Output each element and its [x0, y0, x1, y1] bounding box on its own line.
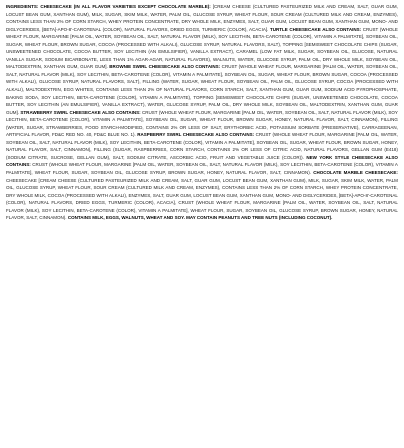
chocolate-marble-heading: CHOCOLATE MARBLE CHEESECAKE: [313, 171, 398, 177]
turtle-ingredients: CRUST (WHOLE WHEAT FLOUR, MARGARINE [PALM OIL, WATER, SOYBEAN OIL, SALT, NATURAL FLAVOR (MILK), SOY LECITHIN, BETA-CAROTENE (COLOR), VITAMIN A PALMITATE], SOYBEAN OIL, SUGAR, WHEAT FLOUR, BROWN SUGAR, COCOA (PROCESSED WITH ALKALI), GLUCOSE SYRUP, NATURAL FLAVORS, SALT), TOPPING [SEMISWEET CHOCOLATE CHIPS (SUGAR, UNSWEETENED CHOCOLATE, COCOA BUTTER, SOY LECITHIN (AN EMULSIFIER), VANILLA EXTRACT), CARAMEL (LOW FAT MILK, SUGAR, SOYBEAN OIL, GLUCOSE, NATURAL VANILLA SUGAR, SODIUM BICARBONATE, LESS THAN 1% AGAR-AGAR, NATURAL FLAVORS), WALNUTS, WATER, GLUCOSE SYRUP, PALM OIL, DRY WHOLE MILK, SOYBEAN OIL, MALTODEXTRIN, XANTHAN GUM, GUAR GUM]. [6, 27, 398, 71]
allergen-statement: CONTAINS MILK, EGGS, WALNUTS, WHEAT AND SOY. MAY CONTAIN PEANUTS AND TREE NUTS (INCLUDING COCONUT). [67, 216, 333, 222]
base-cheesecake-ingredients: [CREAM CHEESE (CULTURED PASTEURIZED MILK AND CREAM, SALT, GUAR GUM, LOCUST BEAN GUM, XANTHAN GUM), MILK, SUGAR, SKIM MILK, WATER, PALM OIL, GLUCOSE SYRUP, WHEAT FLOUR, SOUR CREAM (CULTURED MILK AND CREAM, ENZYMES), CONTAINS LESS THAN 2% OF CORN STARCH, WHEY PROTEIN CONCENTRATE, DRY WHOLE MILK, ENZYMES, SALT, GUAR GUM, LOCUST BEAN GUM, XANTHAN GUM, MONO- AND DIGLYCERIDES, [BETA]-APO-8'-CAROTENAL (COLOR), NATURAL FLAVORS, DRIED EGGS, TURMERIC (COLOR), ACACIA]. [6, 5, 398, 33]
brownie-swirl-heading: BROWNIE SWIRL CHEESECAKE ALSO CONTAINS: [109, 65, 222, 71]
raspberry-swirl-ingredients: CRUST (WHOLE WHEAT FLOUR, MARGARINE [PALM OIL, WATER, SOYBEAN OIL, SALT, NATURAL FLAVOR (MILK), SOY LECITHIN, BETA-CAROTENE (COLOR), VITAMIN A PALMITATE], SOYBEAN OIL, SUGAR, WHEAT FLOUR, BROWN SUGAR, HONEY, NATURAL FLAVOR, SALT, CINNAMON), FILLING (SUGAR, RASPBERRIES, CORN STARCH, CONTAINS 2% OR LESS OF CITRIC ACID, NATURAL FLAVORS, GELLAN GUM (E418) (SODIUM CITRATE, SUCROSE, GELLAN GUM), SALT, SODIUM CITRATE, ASCORBIC ACID, FRUIT AND VEGETABLE JUICE (COLOR)). [6, 133, 398, 161]
new-york-style-heading: NEW YORK STYLE CHEESECAKE ALSO CONTAINS: [6, 155, 398, 169]
strawberry-swirl-ingredients: CRUST (WHOLE WHEAT FLOUR, MARGARINE [PALM OIL, WATER, SOYBEAN OIL, SALT, NATURAL FLAVOR (MILK), SOY LECITHIN, BETA-CAROTENE (COLOR), VITAMIN A PALMITATE], SOYBEAN OIL, SUGAR, WHEAT FLOUR, BROWN SUGAR, HONEY, NATURAL FLAVOR, SALT, CINNAMON), FILLING (WATER, SUGAR, STRAWBERRIES, FOOD STARCH-MODIFIED, CONTAINS 2% OR LESS OF SALT, ERYTHORBIC ACID, POTASSIUM SORBATE (PRESERVATIVE), CARRAGEENAN, ARTIFICIAL FLAVOR, FD&C RED NO. 40, FD&C BLUE NO. 1). [6, 110, 398, 139]
ingredients-heading: INGREDIENTS: CHEESECAKE (IN ALL FLAVOR VARIETIES EXCEPT CHOCOLATE MARBLE): [6, 5, 213, 10]
brownie-swirl-ingredients: CRUST (WHOLE WHEAT FLOUR, MARGARINE [PALM OIL, WATER, SOYBEAN OIL, SALT, NATURAL FLAVOR (MILK), SOY LECITHIN, BETA-CAROTENE (COLOR), VITAMIN A PALMITATE], SOYBEAN OIL, SUGAR, WHEAT FLOUR, BROWN SUGAR, COCOA (PROCESSED WITH ALKALI), GLUCOSE SYRUP, NATURAL FLAVORS, SALT), FILLING (WATER, SUGAR, WHEAT FLOUR, SOYBEAN OIL, PALM OIL, GLUCOSE SYRUP, COCOA (PROCESSED WITH ALKALI), MALTODEXTRIN, EGG WHITES, CONTAINS LESS THAN 2% OF NATURAL FLAVORS, CORN STARCH, SALT, XANTHAN GUM, GUAR GUM, SODIUM ACID PYROPHOSPHATE, BAKING SODA, SOY LECITHIN, BETA-CAROTENE (COLOR), VITAMIN A PALMITATE), TOPPING [SEMISWEET CHOCOLATE CHIPS (SUGAR, UNSWEETENED CHOCOLATE, COCOA BUTTER, SOY LECITHIN (AN EMULSIFIER), VANILLA EXTRACT), WATER, GLUCOSE SYRUP, PALM OIL, DRY WHOLE MILK, SOYBEAN OIL, MALTODEXTRIN, XANTHAN GUM, GUAR GUM]. [6, 65, 398, 116]
strawberry-swirl-heading: STRAWBERRY SWIRL CHEESECAKE ALSO CONTAINS: [20, 110, 143, 116]
raspberry-swirl-heading: RASPBERRY SWIRL CHEESECAKE ALSO CONTAINS: [137, 133, 256, 139]
turtle-heading: TURTLE CHEESECAKE ALSO CONTAINS: [269, 27, 363, 33]
new-york-style-ingredients: CRUST (WHOLE WHEAT FLOUR, MARGARINE [PALM OIL, WATER, SOYBEAN OIL, SALT, NATURAL FLAVOR (MILK), SOY LECITHIN, BETA-CAROTENE (COLOR), VITAMIN A PALMITATE], WHEAT FLOUR, SUGAR, SOYBEAN OIL, GLUCOSE SYRUP, BROWN SUGAR, HONEY, NATURAL FLAVOR, SALT, CINNAMON). [6, 163, 398, 177]
chocolate-marble-ingredients: CHEESECAKE [CREAM CHEESE (CULTURED PASTEURIZED MILK AND CREAM, SALT, GUAR GUM, LOCUST BEAN GUM, XANTHAN GUM), MILK, SUGAR, SKIM MILK, WATER, PALM OIL, GLUCOSE SYRUP, WHEAT FLOUR, SOUR CREAM (CULTURED MILK AND CREAM, ENZYMES), CONTAINS LESS THAN 2% OF CORN STARCH, WHEY PROTEIN CONCENTRATE, DRY WHOLE MILK, COCOA (PROCESSED WITH ALKALI), ENZYMES, SALT, GUAR GUM, LOCUST BEAN GUM, XANTHAN GUM, MONO- AND DIGLYCERIDES, [BETA]-APO-8'-CAROTENAL (COLOR), NATURAL FLAVORS, DRIED EGGS, TURMERIC (COLOR), ACACIA], CRUST (WHOLE WHEAT FLOUR, MARGARINE [PALM OIL, WATER, SOYBEAN OIL, SALT, NATURAL FLAVOR (MILK), SOY LECITHIN, BETA-CAROTENE (COLOR), VITAMIN A PALMITATE], WHEAT FLOUR, SUGAR, SOYBEAN OIL, GLUCOSE SYRUP, BROWN SUGAR, HONEY, NATURAL FLAVOR, SALT, CINNAMON). [6, 178, 398, 222]
ingredients-panel [6, 4, 398, 444]
